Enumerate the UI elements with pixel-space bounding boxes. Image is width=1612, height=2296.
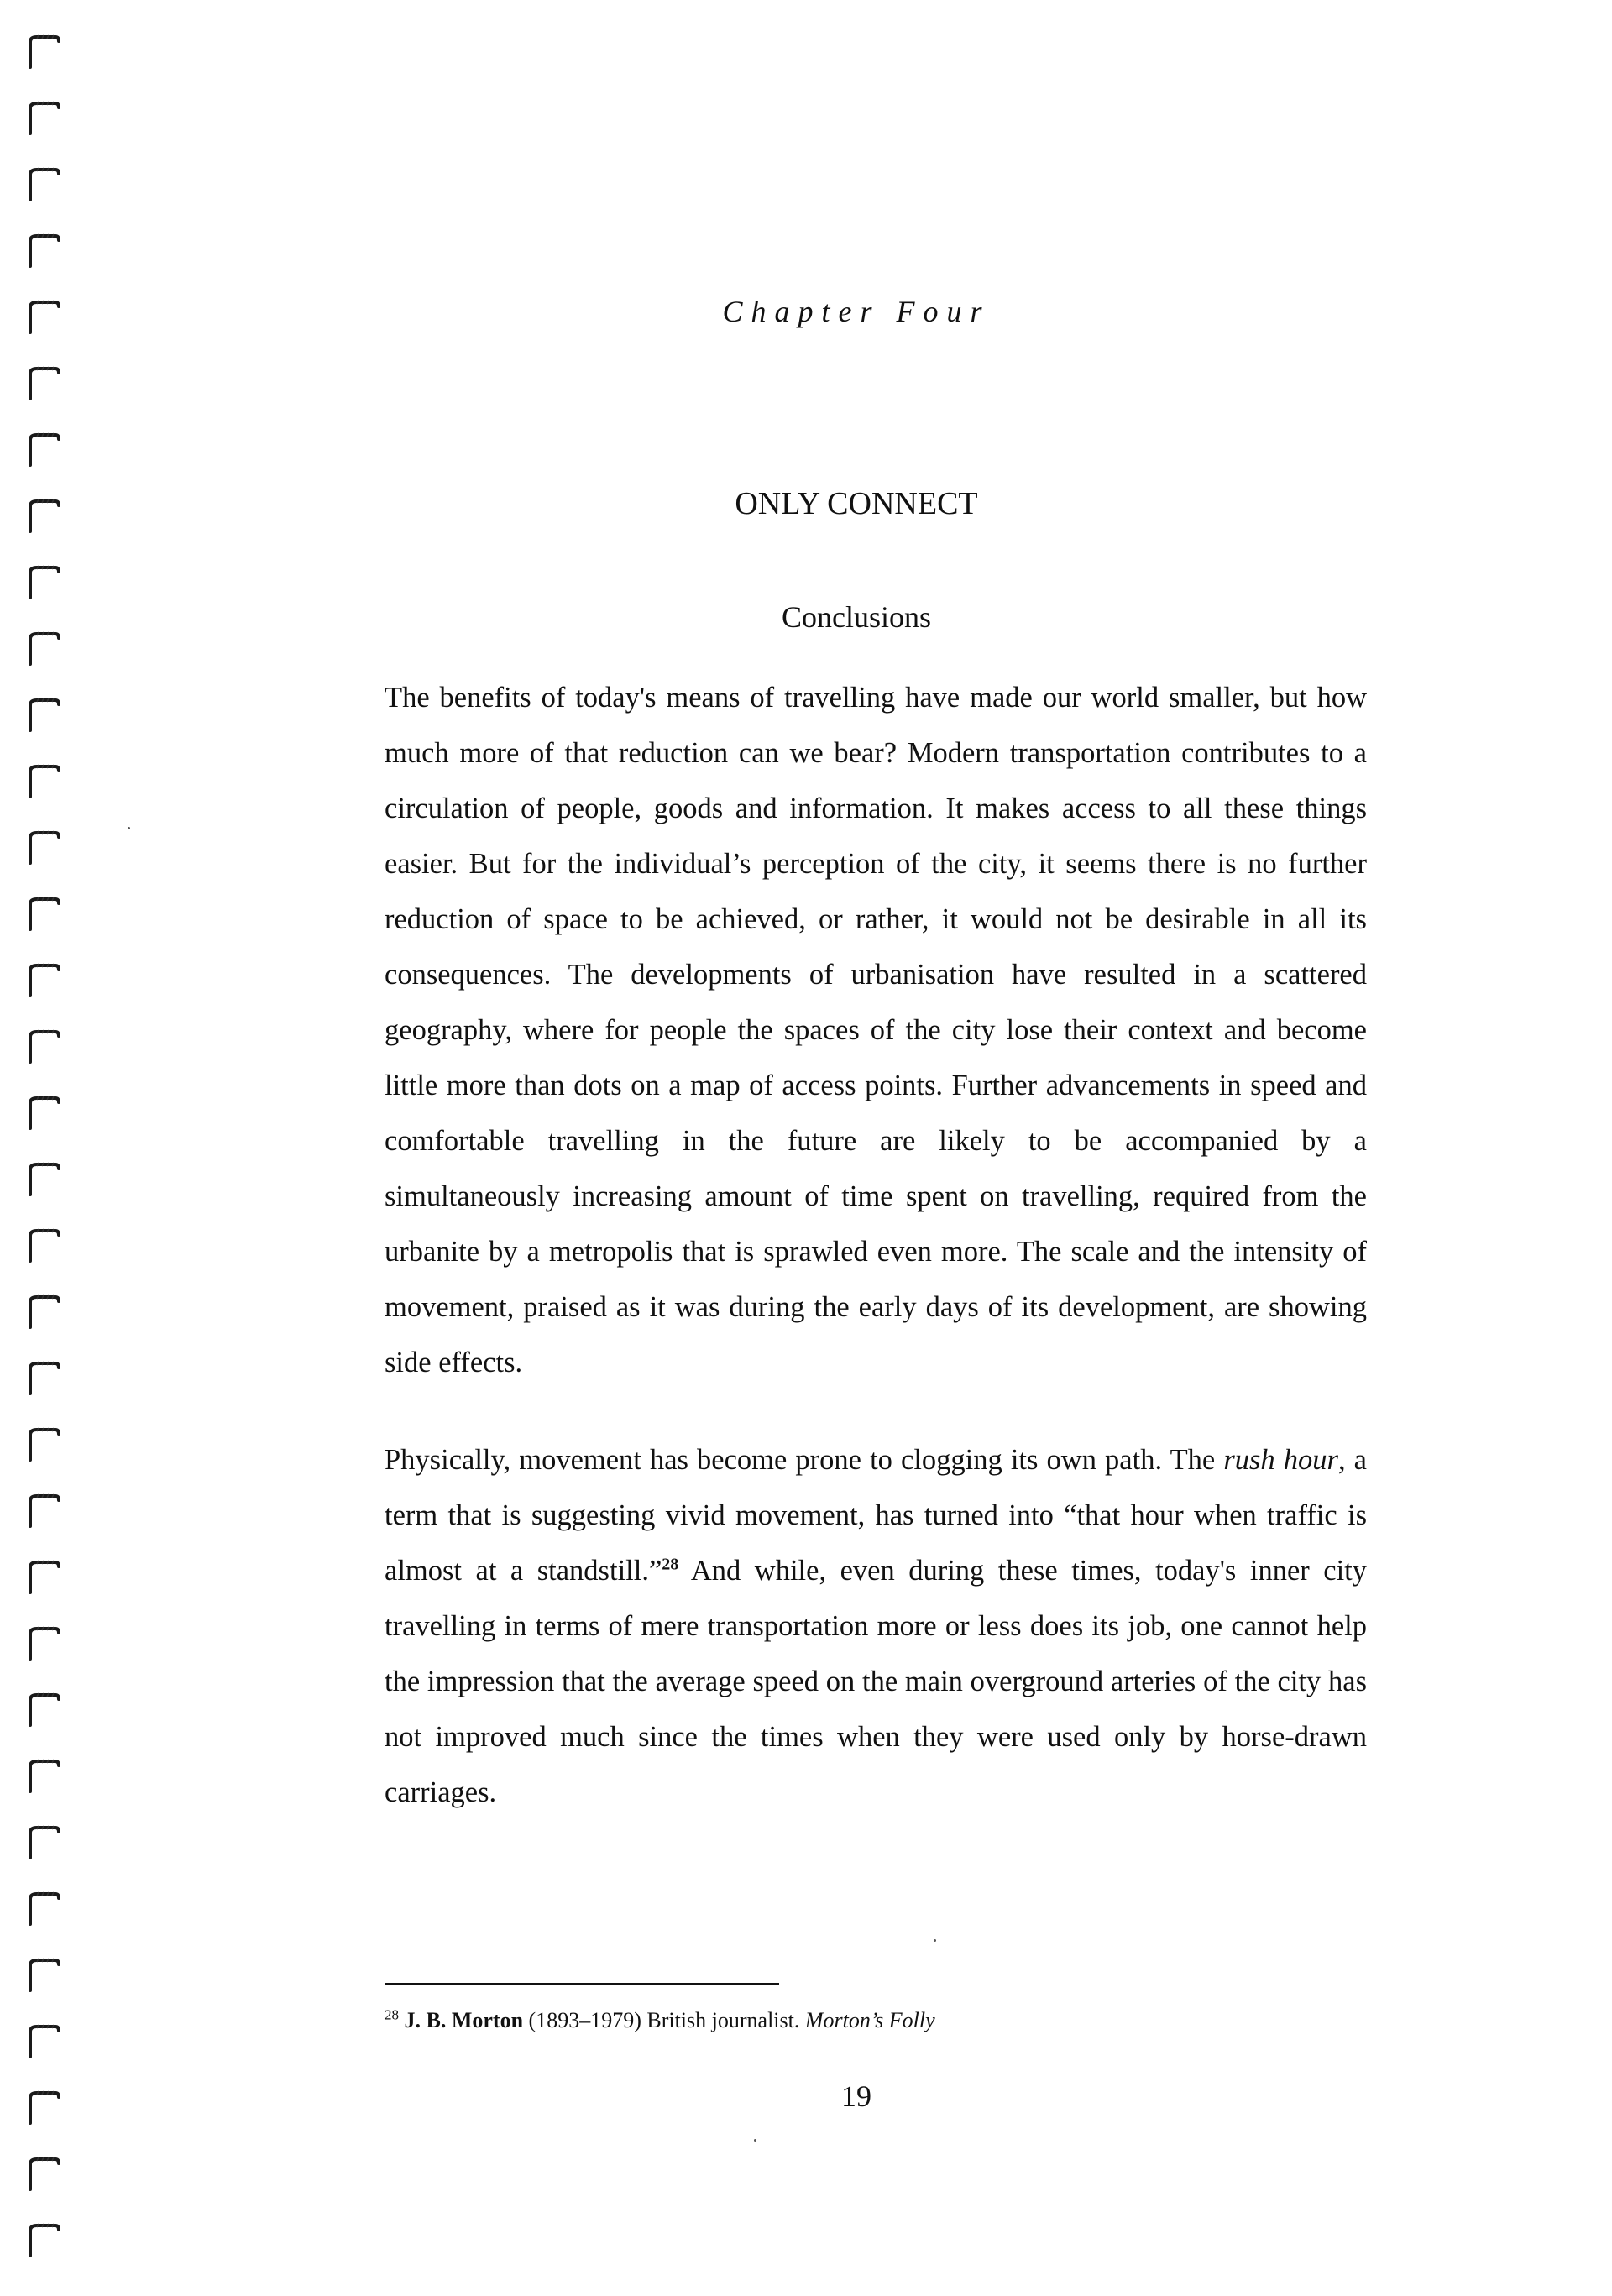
binding-ring-icon xyxy=(25,2222,62,2259)
paragraph-2 xyxy=(385,1432,1367,1820)
binding-ring-icon xyxy=(25,1692,62,1729)
paragraph-2-rest: And while, even during these times, today's inner city travelling in terms of mere transportation more or less does its job, one cannot help the impression that the average speed on the main overground arteries of the city has not improved much since the times when they were used only by horse-drawn carriages. xyxy=(385,1555,1367,1808)
footnote-divider xyxy=(385,1983,779,1985)
chapter-title: ONLY CONNECT xyxy=(735,486,978,521)
scan-speck xyxy=(934,1939,936,1942)
body-text xyxy=(385,670,1367,1862)
page-number: 19 xyxy=(841,2079,871,2113)
binding-ring-icon xyxy=(25,1957,62,1994)
footnote-number: 28 xyxy=(385,2006,399,2023)
binding-ring-icon xyxy=(25,1493,62,1530)
binding-ring-icon xyxy=(25,1294,62,1331)
binding-ring-icon xyxy=(25,1625,62,1662)
paragraph-2-intro: Physically, movement has become prone to clogging its own path. The xyxy=(385,1444,1224,1476)
binding-ring-icon xyxy=(25,365,62,402)
scan-speck xyxy=(128,827,130,829)
binding-ring-icon xyxy=(25,34,62,71)
binding-ring-icon xyxy=(25,1891,62,1927)
binding-ring-icon xyxy=(25,1559,62,1596)
footnote-details: (1893–1979) British journalist. xyxy=(523,2008,805,2032)
footnote-author: J. B. Morton xyxy=(404,2008,524,2032)
binding-ring-icon xyxy=(25,1758,62,1795)
rush-hour-emphasis: rush hour xyxy=(1223,1444,1338,1476)
binding-ring-icon xyxy=(25,829,62,866)
binding-ring-icon xyxy=(25,1227,62,1264)
binding-ring-icon xyxy=(25,1426,62,1463)
binding-ring-icon xyxy=(25,1360,62,1397)
paragraph-1: The benefits of today's means of travelling have made our world smaller, but how much more of that reduction can we bear? Modern transportation contributes to a circulation of people, goods and information. It makes access to all these things easier. But for the individual’s perception of the city, it seems there is no further reduction of space to be achieved, or rather, it would not be desirable in all its consequences. The developments of urbanisation have resulted in a scattered geography, where for people the spaces of the city lose their context and become little more than dots on a map of access points. Further advancements in speed and comfortable travelling in the future are likely to be accompanied by a simultaneously increasing amount of time spent on travelling, required from the urbanite by a metropolis that is sprawled even more. The scale and the intensity of movement, praised as it was during the early days of its development, are showing side effects. xyxy=(385,682,1367,1378)
binding-ring-icon xyxy=(25,1824,62,1861)
scan-speck xyxy=(754,2139,756,2142)
footnote-reference: 28 xyxy=(662,1555,679,1574)
chapter-label: Chapter Four xyxy=(722,295,991,328)
binding-ring-icon xyxy=(25,763,62,800)
binding-ring-icon xyxy=(25,564,62,601)
binding-ring-icon xyxy=(25,1095,62,1132)
binding-ring-icon xyxy=(25,100,62,137)
binding-ring-icon xyxy=(25,166,62,203)
binding-ring-icon xyxy=(25,962,62,999)
section-title: Conclusions xyxy=(781,600,931,634)
binding-ring-icon xyxy=(25,896,62,933)
binding-ring-icon xyxy=(25,630,62,667)
footnote-work: Morton’s Folly xyxy=(804,2008,935,2032)
binding-ring-icon xyxy=(25,2023,62,2060)
binding-ring-icon xyxy=(25,697,62,734)
footnote xyxy=(385,2008,935,2033)
binding-ring-icon xyxy=(25,2156,62,2193)
binding-ring-icon xyxy=(25,431,62,468)
binding-ring-icon xyxy=(25,1161,62,1198)
spiral-binding xyxy=(25,34,76,2283)
paragraph-2-middle: , a term that is suggesting vivid movement, has turned into “that hour when traffic is almost at a standstill.” xyxy=(385,1444,1367,1587)
binding-ring-icon xyxy=(25,1028,62,1065)
binding-ring-icon xyxy=(25,233,62,269)
